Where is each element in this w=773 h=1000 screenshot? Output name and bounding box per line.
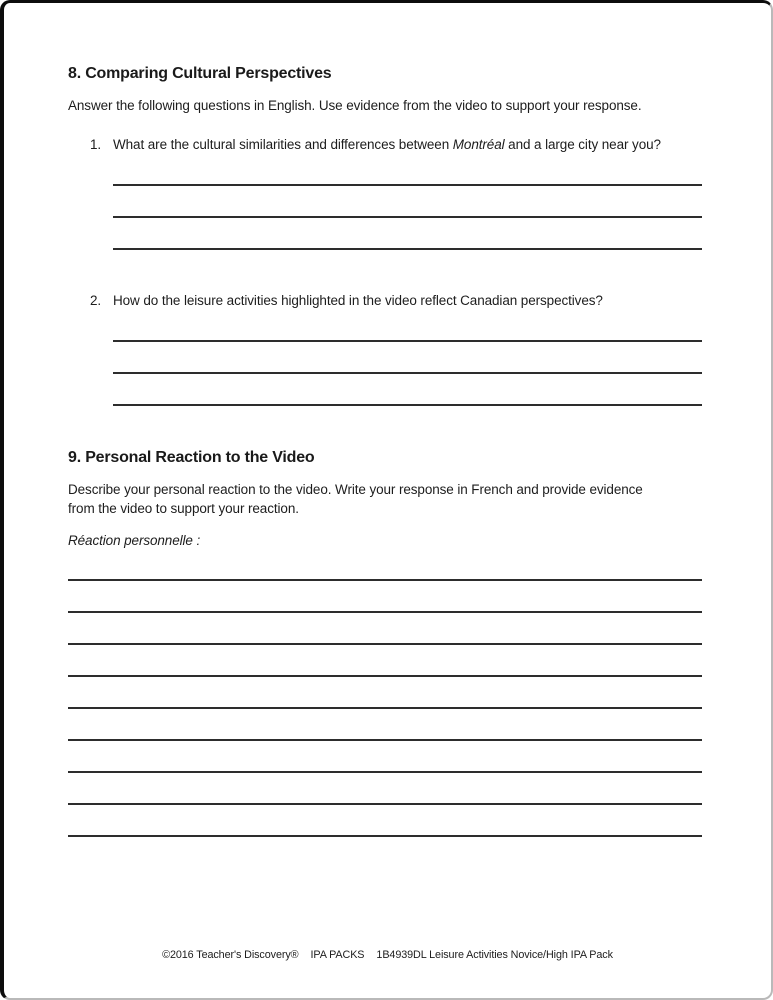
footer-product: 1B4939DL Leisure Activities Novice/High IPA Pack	[376, 949, 613, 961]
question-1-text-after: and a large city near you?	[504, 136, 661, 152]
reaction-prompt-label: Réaction personnelle :	[68, 532, 201, 548]
question-2-text: How do the leisure activities highlighted in the video reflect Canadian perspectives?	[113, 292, 603, 308]
answer-line	[68, 677, 702, 709]
answer-line	[113, 154, 702, 186]
answer-line	[113, 374, 702, 406]
section-9-instructions-line-1: Describe your personal reaction to the video. Write your response in French and provide evidence	[68, 481, 643, 497]
section-9-instructions-line-2: from the video to support your reaction.	[68, 501, 299, 516]
answer-line	[113, 218, 702, 250]
answer-line	[68, 805, 702, 837]
answer-line	[68, 613, 702, 645]
answer-line	[113, 186, 702, 218]
question-1-row	[68, 136, 702, 154]
answer-line	[68, 549, 702, 581]
question-1-number: 1.	[90, 136, 102, 152]
answer-line	[68, 581, 702, 613]
answer-line	[68, 645, 702, 677]
section-9-instructions	[68, 480, 702, 519]
section-8-heading: 8. Comparing Cultural Perspectives	[68, 65, 332, 82]
page-content	[4, 64, 771, 837]
section-9-heading: 9. Personal Reaction to the Video	[68, 448, 315, 466]
footer-copyright: ©2016 Teacher's Discovery®	[162, 949, 299, 961]
footer-series: IPA PACKS	[310, 949, 365, 961]
question-2	[68, 292, 702, 406]
question-2-row	[68, 292, 702, 310]
answer-line	[113, 310, 702, 342]
question-1-text-before: What are the cultural similarities and differences between	[113, 136, 453, 152]
section-8-instructions: Answer the following questions in English. Use evidence from the video to support your response.	[68, 98, 642, 113]
question-1-answer-lines	[113, 154, 702, 250]
answer-line	[113, 342, 702, 374]
reaction-answer-lines	[68, 549, 702, 837]
question-1-text	[113, 136, 661, 154]
question-2-answer-lines	[113, 310, 702, 406]
answer-line	[68, 709, 702, 741]
answer-line	[68, 773, 702, 805]
question-1	[68, 136, 702, 250]
question-1-text-italic: Montréal	[452, 136, 505, 152]
answer-line	[68, 741, 702, 773]
page-footer	[4, 949, 771, 961]
question-2-number: 2.	[90, 292, 102, 308]
